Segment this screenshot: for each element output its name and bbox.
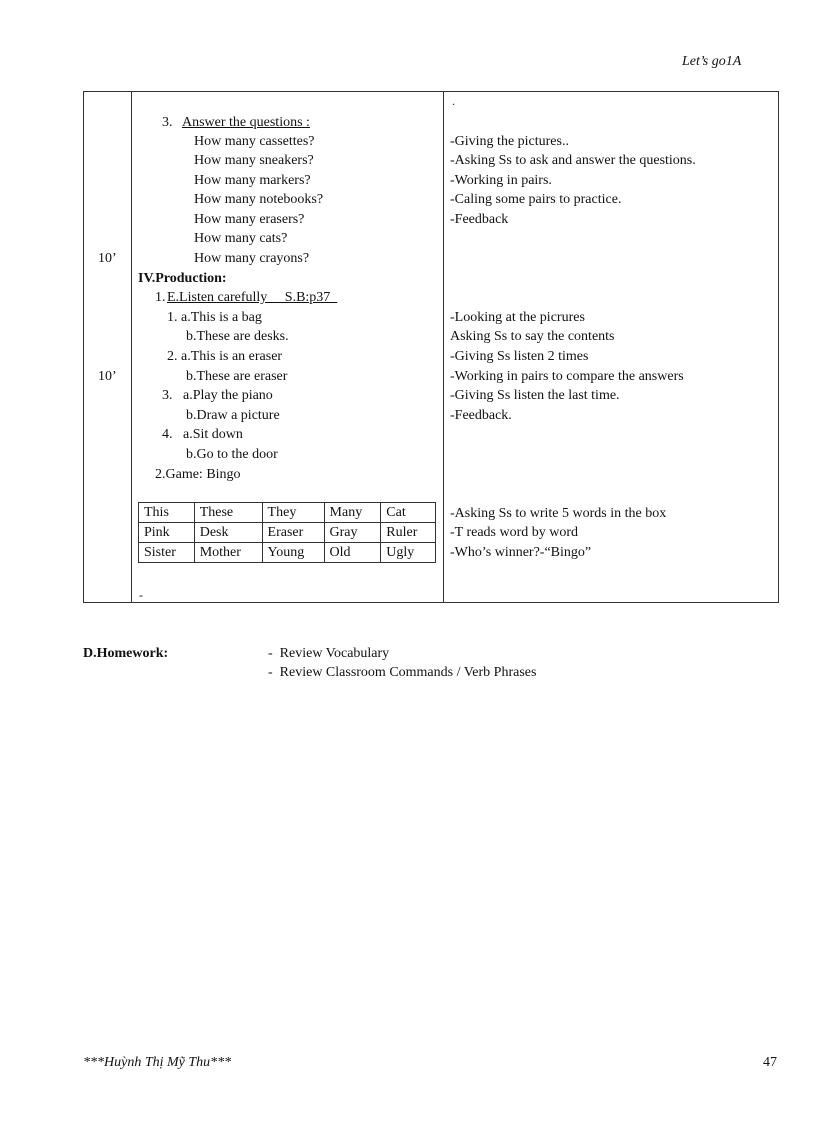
- listen-instruction: E.Listen carefully S.B:p37: [167, 290, 338, 305]
- bingo-cell: These: [194, 503, 262, 523]
- bingo-cell: They: [262, 503, 324, 523]
- bingo-cell: Eraser: [262, 523, 324, 543]
- homework-label: D.Homework:: [83, 646, 169, 661]
- homework-item: - Review Vocabulary: [268, 646, 390, 661]
- section3-title: Answer the questions :: [182, 115, 310, 130]
- activity-line: -Looking at the picrures: [450, 310, 585, 325]
- time-mark: 10’: [98, 369, 117, 384]
- game-title: 2.Game: Bingo: [155, 467, 241, 482]
- activity-line: -Working in pairs.: [450, 173, 552, 188]
- bingo-cell: Mother: [194, 543, 262, 563]
- bingo-cell: Sister: [139, 543, 195, 563]
- production-heading: IV.Production:: [138, 271, 227, 286]
- table-row: [139, 543, 436, 563]
- exercise-item: 4. a.Sit down: [162, 427, 243, 442]
- activity-line: -Asking Ss to write 5 words in the box: [450, 506, 667, 521]
- bingo-cell: Pink: [139, 523, 195, 543]
- table-row: [139, 503, 436, 523]
- exercise-item: 2. a.This is an eraser: [167, 349, 283, 364]
- activity-line: -Feedback: [450, 212, 509, 227]
- bingo-cell: Desk: [194, 523, 262, 543]
- bingo-table: [138, 502, 436, 563]
- footer-author: ***Huỳnh Thị Mỹ Thu***: [83, 1055, 232, 1070]
- homework-item: - Review Classroom Commands / Verb Phrases: [268, 665, 537, 680]
- question-item: How many crayons?: [194, 251, 310, 266]
- exercise-item: b.These are desks.: [186, 329, 289, 344]
- question-item: How many markers?: [194, 173, 311, 188]
- exercise-item: b.Go to the door: [186, 447, 278, 462]
- activity-line: -Who’s winner?-“Bingo”: [450, 545, 592, 560]
- bingo-cell: Cat: [381, 503, 436, 523]
- bingo-cell: Many: [324, 503, 381, 523]
- activity-line: -Giving Ss listen the last time.: [450, 388, 620, 403]
- bingo-cell: Ruler: [381, 523, 436, 543]
- activity-line: -Feedback.: [450, 408, 512, 423]
- bingo-cell: Gray: [324, 523, 381, 543]
- exercise-item: 3. a.Play the piano: [162, 388, 273, 403]
- question-item: How many sneakers?: [194, 153, 314, 168]
- exercise-item: b.These are eraser: [186, 369, 288, 384]
- column-divider-1: [131, 91, 132, 603]
- exercise-item: b.Draw a picture: [186, 408, 280, 423]
- activity-line: Asking Ss to say the contents: [450, 329, 615, 344]
- header-title: Let’s go1A: [682, 54, 742, 69]
- question-item: How many cassettes?: [194, 134, 315, 149]
- question-item: How many cats?: [194, 231, 288, 246]
- activity-line: -Giving the pictures..: [450, 134, 569, 149]
- time-mark: 10’: [98, 251, 117, 266]
- question-item: How many erasers?: [194, 212, 305, 227]
- table-row: [139, 523, 436, 543]
- page-number: 47: [763, 1055, 777, 1070]
- trailing-dash: -: [139, 588, 143, 602]
- question-item: How many notebooks?: [194, 192, 324, 207]
- activity-line: -Working in pairs to compare the answers: [450, 369, 684, 384]
- listen-number: 1.: [155, 290, 166, 305]
- bingo-cell: Young: [262, 543, 324, 563]
- column-divider-2: [443, 91, 444, 603]
- activity-line: -Giving Ss listen 2 times: [450, 349, 589, 364]
- activity-line: -Caling some pairs to practice.: [450, 192, 622, 207]
- top-dot: .: [452, 94, 455, 108]
- activity-line: -T reads word by word: [450, 525, 579, 540]
- section3-number: 3.: [162, 115, 173, 130]
- exercise-item: 1. a.This is a bag: [167, 310, 262, 325]
- activity-line: -Asking Ss to ask and answer the questions.: [450, 153, 696, 168]
- bingo-cell: Ugly: [381, 543, 436, 563]
- bingo-cell: This: [139, 503, 195, 523]
- bingo-cell: Old: [324, 543, 381, 563]
